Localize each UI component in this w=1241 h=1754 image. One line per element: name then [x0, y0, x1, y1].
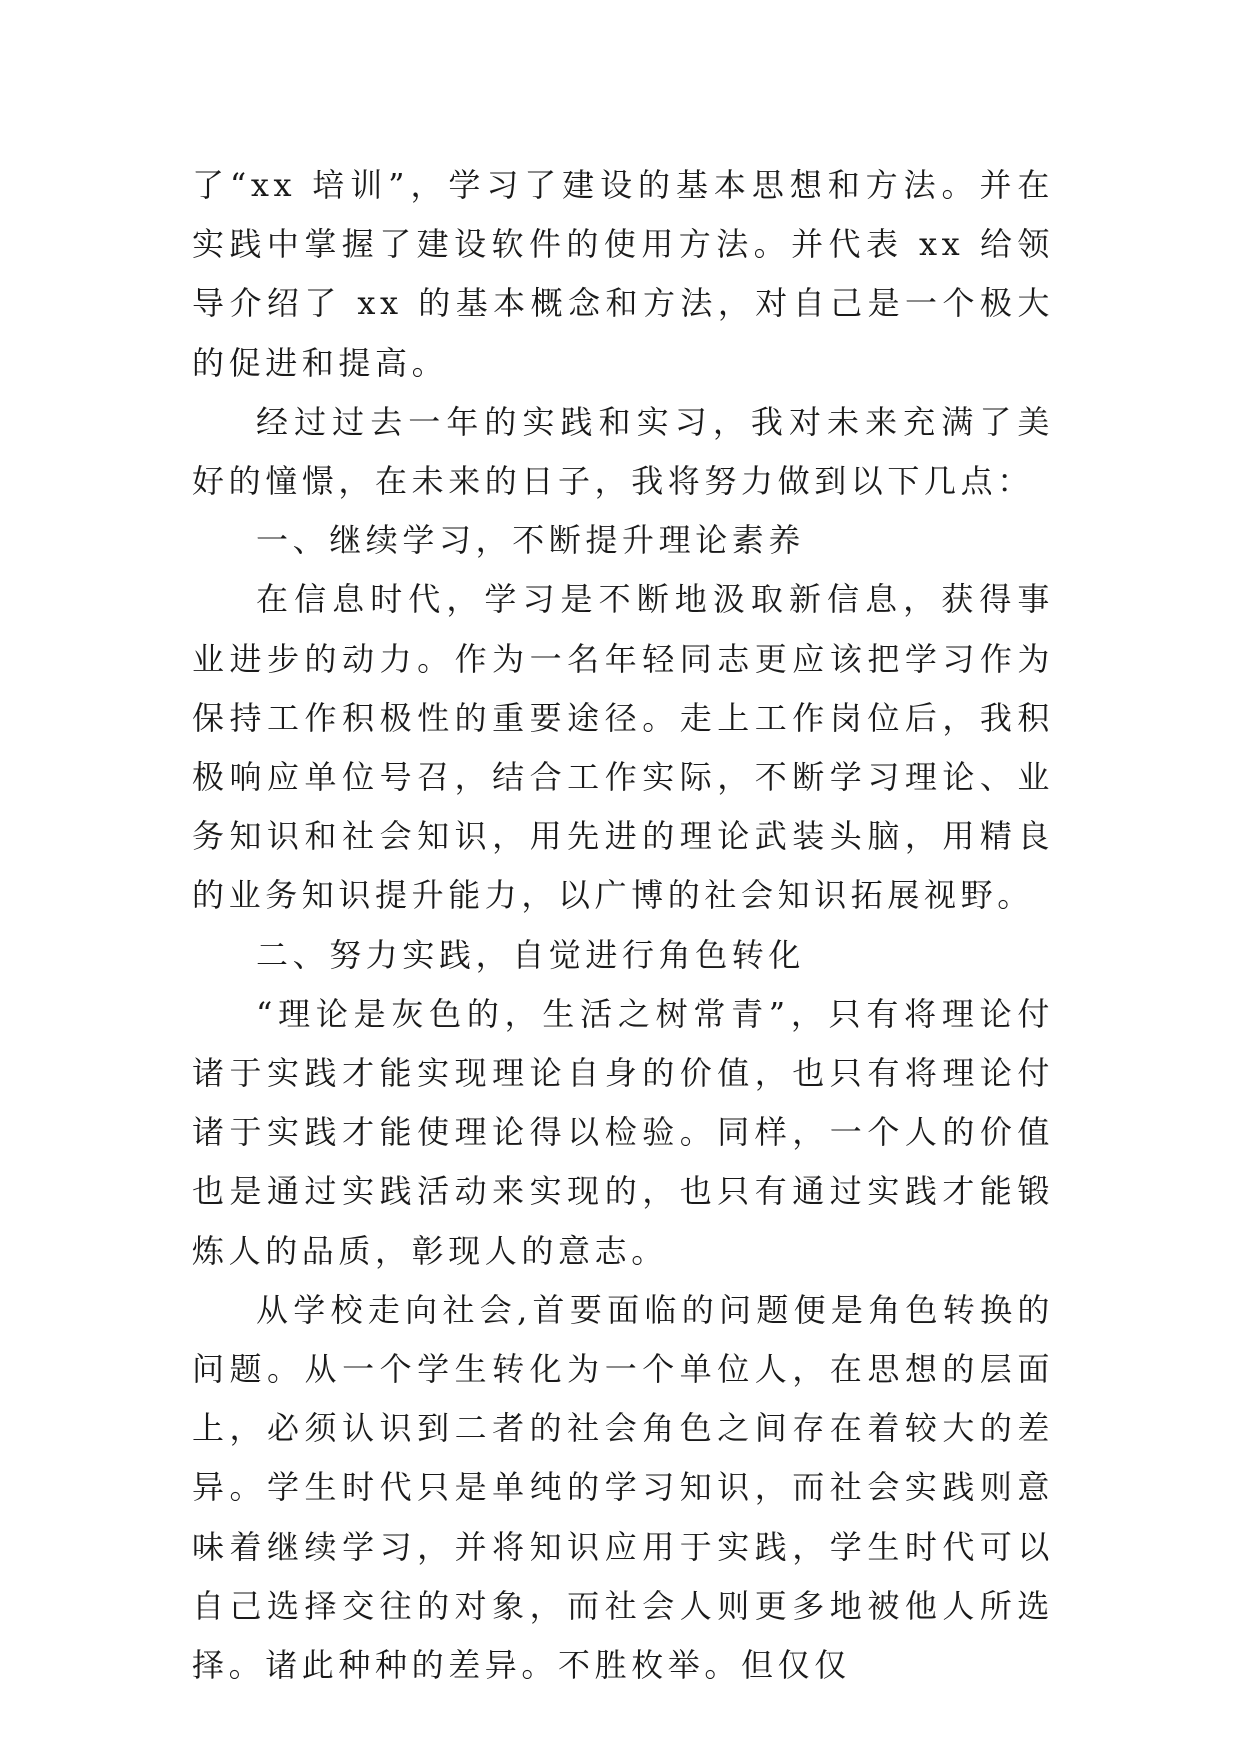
section-heading-continue-learning: 一、继续学习，不断提升理论素养	[256, 521, 806, 560]
paragraph-role-transition: 从学校走向社会,首要面临的问题便是角色转换的问题。从一个学生转化为一个单位人，在思想的层面上，必须认识到二者的社会角色之间存在着较大的差异。学生时代只是单纯的学习知识，而社会实践则意味着继续学习，并将知识应用于实践，学生时代可以自己选择交往的对象，而社会人则更多地被他人所选择。诸此种种的差异。不胜枚举。但仅仅	[192, 1290, 1054, 1685]
paragraph-training-summary: 了“xx 培训”，学习了建设的基本思想和方法。并在实践中掌握了建设软件的使用方法。并代表 xx 给领导介绍了 xx 的基本概念和方法，对自己是一个极大的促进和提高。	[192, 166, 1054, 382]
section-heading-practice: 二、努力实践，自觉进行角色转化	[256, 935, 806, 974]
paragraph-theory-practice: “理论是灰色的，生活之树常青”，只有将理论付诸于实践才能实现理论自身的价值，也只有将理论付诸于实践才能使理论得以检验。同样，一个人的价值也是通过实践活动来实现的，也只有通过实践才能锻炼人的品质，彰现人的意志。	[192, 994, 1054, 1270]
paragraph-learning: 在信息时代，学习是不断地汲取新信息，获得事业进步的动力。作为一名年轻同志更应该把学习作为保持工作积极性的重要途径。走上工作岗位后，我积极响应单位号召，结合工作实际，不断学习理论、业务知识和社会知识，用先进的理论武装头脑，用精良的业务知识提升能力，以广博的社会知识拓展视野。	[192, 580, 1054, 915]
document-body	[192, 156, 1054, 1695]
paragraph-future-outlook: 经过过去一年的实践和实习，我对未来充满了美好的憧憬，在未来的日子，我将努力做到以下几点：	[192, 402, 1054, 501]
